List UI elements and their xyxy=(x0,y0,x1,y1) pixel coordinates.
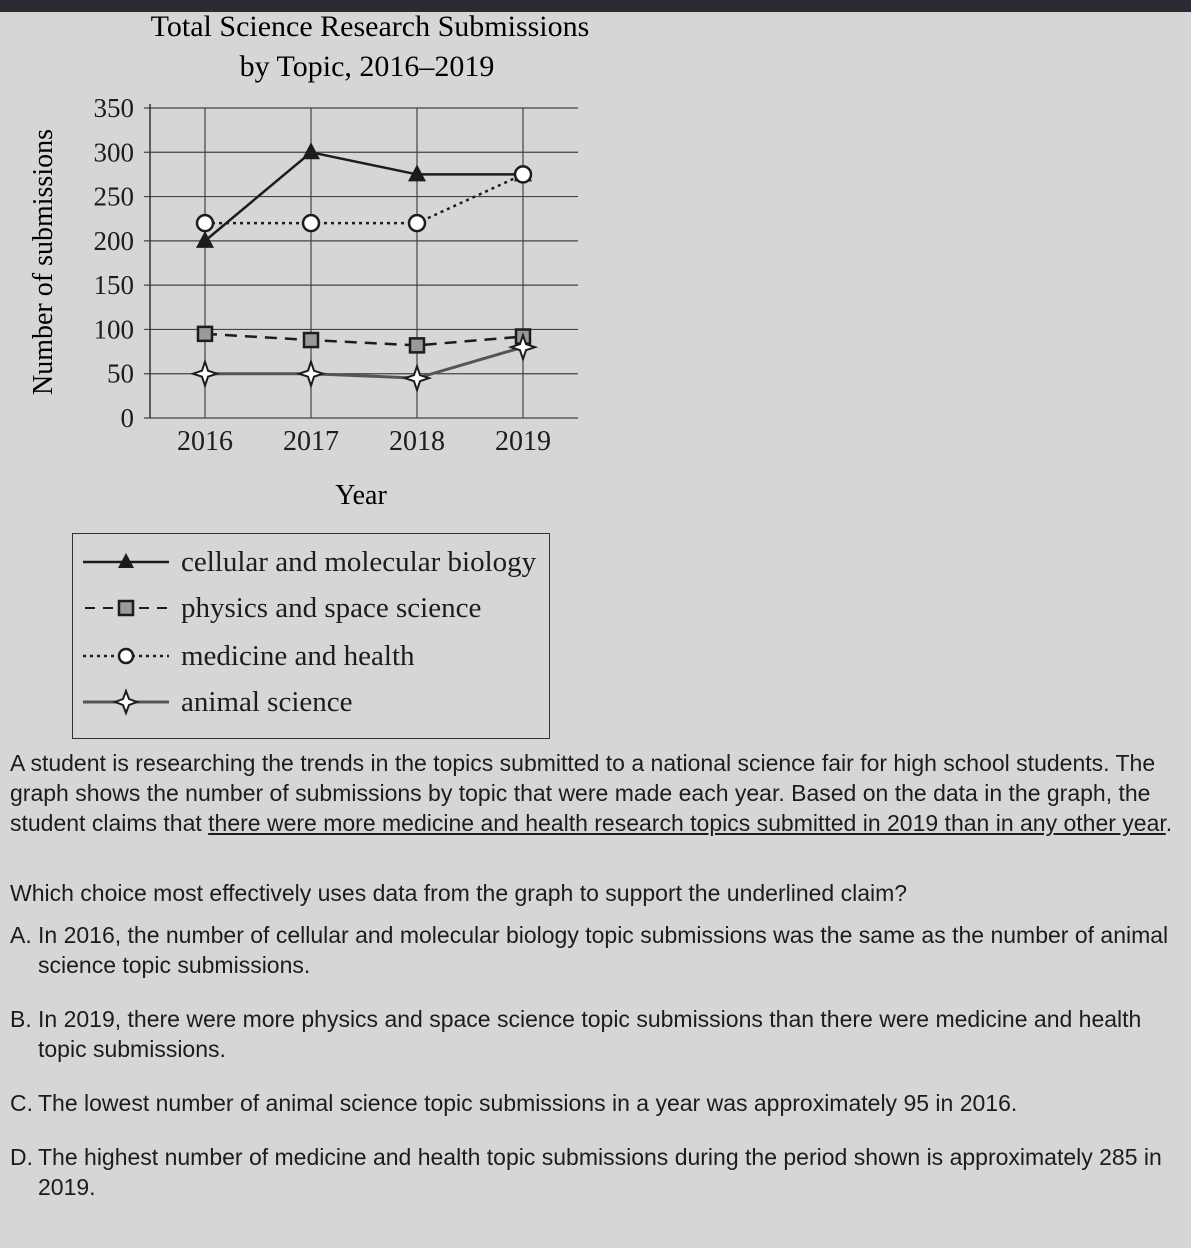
choice-text: In 2019, there were more physics and space science topic submissions than there were medicine and health topic submissions. xyxy=(38,1006,1142,1062)
star-point xyxy=(405,366,429,390)
chart-legend xyxy=(72,533,550,739)
choice-text: The lowest number of animal science topic submissions in a year was approximately 95 in 2016. xyxy=(38,1090,1018,1116)
triangle-point xyxy=(196,231,214,248)
circle-point xyxy=(409,215,425,231)
y-tick-label: 0 xyxy=(120,403,134,433)
choice-text: In 2016, the number of cellular and molecular biology topic submissions was the same as the number of animal science topic submissions. xyxy=(38,922,1169,978)
stem-end: . xyxy=(1165,810,1173,836)
series-line xyxy=(205,174,523,223)
star-point xyxy=(299,362,323,386)
series-square xyxy=(198,327,530,353)
stem-text: A student is researching the trends in the topics submitted to a national science fair for high school students. The graph shows the number of submissions by topic that were made each year. Based on the data in the graph, the student claims that xyxy=(10,750,1156,836)
circle-point xyxy=(515,166,531,182)
y-tick-label: 350 xyxy=(93,93,134,123)
y-tick-label: 250 xyxy=(93,181,134,212)
y-tick-label: 50 xyxy=(107,358,134,389)
x-axis-label: Year xyxy=(335,480,387,511)
star-point xyxy=(193,362,217,386)
x-tick-label: 2018 xyxy=(389,426,445,457)
x-axis-ticks xyxy=(177,426,551,457)
star-marker-icon xyxy=(81,687,171,717)
circle-marker-icon xyxy=(81,641,171,671)
square-marker-icon xyxy=(81,593,171,623)
legend-item-cellular xyxy=(81,540,541,584)
choice-letter: A. xyxy=(10,922,32,948)
answer-choices xyxy=(10,920,1186,1202)
question-prompt: Which choice most effectively uses data from the graph to support the underlined claim? xyxy=(10,880,908,906)
series-line xyxy=(205,334,523,346)
square-point xyxy=(198,327,212,341)
x-tick-label: 2017 xyxy=(283,426,339,457)
series-star xyxy=(193,335,535,390)
question-stem xyxy=(10,748,1186,838)
circle-point xyxy=(197,215,213,231)
choice-b[interactable] xyxy=(10,1004,1186,1064)
square-point xyxy=(410,338,424,352)
choice-letter: C. xyxy=(10,1090,33,1116)
legend-label: physics and space science xyxy=(181,591,482,624)
choice-a[interactable] xyxy=(10,920,1186,980)
y-tick-label: 300 xyxy=(93,137,134,168)
choice-d[interactable] xyxy=(10,1142,1186,1202)
star-point xyxy=(511,335,535,359)
series-circle xyxy=(197,166,531,231)
legend-item-animal xyxy=(81,680,541,724)
underlined-claim: there were more medicine and health research topics submitted in 2019 than in any other year xyxy=(208,810,1166,836)
y-tick-label: 100 xyxy=(93,314,134,345)
legend-label: medicine and health xyxy=(181,639,415,672)
choice-letter: D. xyxy=(10,1144,33,1170)
triangle-marker-icon xyxy=(81,547,171,577)
chart-title: Total Science Research Submissions xyxy=(150,10,590,43)
x-tick-label: 2016 xyxy=(177,426,233,457)
series-lines xyxy=(193,142,535,390)
legend-label: animal science xyxy=(181,685,353,718)
chart-subtitle: by Topic, 2016–2019 xyxy=(239,50,495,83)
choice-text: The highest number of medicine and health topic submissions during the period shown is approximately 285 in 2019. xyxy=(38,1144,1162,1200)
y-tick-label: 200 xyxy=(93,225,134,256)
x-tick-label: 2019 xyxy=(495,426,551,457)
triangle-point xyxy=(302,142,320,159)
square-point xyxy=(304,333,318,347)
legend-item-medicine xyxy=(81,634,541,678)
question-block xyxy=(10,748,1186,1226)
y-axis-ticks xyxy=(94,93,135,433)
legend-label: cellular and molecular biology xyxy=(181,545,537,578)
y-axis-label: Number of submissions xyxy=(28,129,59,395)
choice-letter: B. xyxy=(10,1006,32,1032)
line-chart xyxy=(0,0,600,520)
legend-item-physics xyxy=(81,586,541,630)
y-tick-label: 150 xyxy=(93,270,134,301)
series-triangle xyxy=(196,142,532,248)
circle-point xyxy=(303,215,319,231)
choice-c[interactable] xyxy=(10,1088,1186,1118)
